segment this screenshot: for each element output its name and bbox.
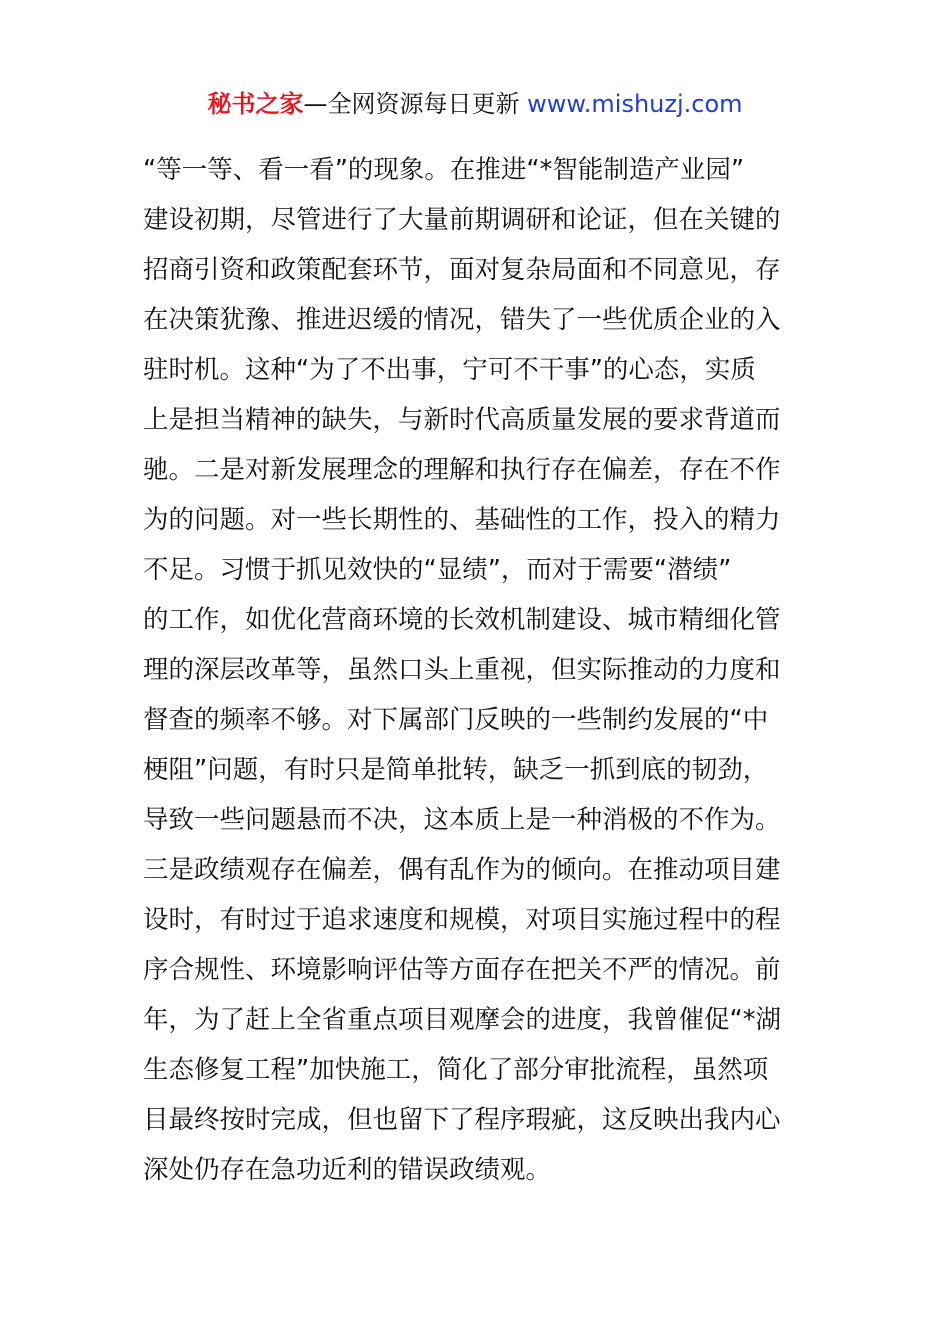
text-line: “等一等、看一看”的现象。在推进“*智能制造产业园” [143, 155, 745, 185]
text-line: 招商引资和政策配套环节，面对复杂局面和不同意见，存 [143, 255, 781, 285]
brand-name: 秘书之家 [207, 90, 304, 118]
text-line: 深处仍存在急功近利的错误政绩观。 [143, 1155, 552, 1185]
text-line: 驰。二是对新发展理念的理解和执行存在偏差，存在不作 [143, 455, 781, 485]
header-tagline: —全网资源每日更新 [303, 90, 528, 118]
text-line: 梗阻”问题，有时只是简单批转，缺乏一抓到底的韧劲， [143, 755, 769, 785]
text-line: 督查的频率不够。对下属部门反映的一些制约发展的“中 [143, 705, 769, 735]
text-line: 设时，有时过于追求速度和规模，对项目实施过程中的程 [143, 905, 781, 935]
text-line: 序合规性、环境影响评估等方面存在把关不严的情况。前 [143, 955, 781, 985]
text-line: 三是政绩观存在偏差，偶有乱作为的倾向。在推动项目建 [143, 855, 781, 885]
text-line: 年，为了赶上全省重点项目观摩会的进度，我曾催促“*湖 [143, 1005, 781, 1035]
text-line: 生态修复工程”加快施工，简化了部分审批流程，虽然项 [143, 1055, 769, 1085]
site-url-link[interactable]: www.mishuzj.com [527, 90, 743, 118]
text-line: 目最终按时完成，但也留下了程序瑕疵，这反映出我内心 [143, 1105, 781, 1135]
text-line: 为的问题。对一些长期性的、基础性的工作，投入的精力 [143, 505, 781, 535]
text-line: 不足。习惯于抓见效快的“显绩”，而对于需要“潜绩” [143, 555, 732, 585]
text-line: 在决策犹豫、推进迟缓的情况，错失了一些优质企业的入 [143, 305, 781, 335]
text-line: 导致一些问题悬而不决，这本质上是一种消极的不作为。 [143, 805, 781, 835]
text-line: 理的深层改革等，虽然口头上重视，但实际推动的力度和 [143, 655, 781, 685]
text-line: 驻时机。这种“为了不出事，宁可不干事”的心态，实质 [143, 355, 756, 385]
text-line: 的工作，如优化营商环境的长效机制建设、城市精细化管 [143, 605, 781, 635]
text-line: 上是担当精神的缺失，与新时代高质量发展的要求背道而 [143, 405, 781, 435]
document-body [143, 145, 823, 1195]
text-line: 建设初期，尽管进行了大量前期调研和论证，但在关键的 [143, 205, 781, 235]
site-header [0, 86, 950, 122]
